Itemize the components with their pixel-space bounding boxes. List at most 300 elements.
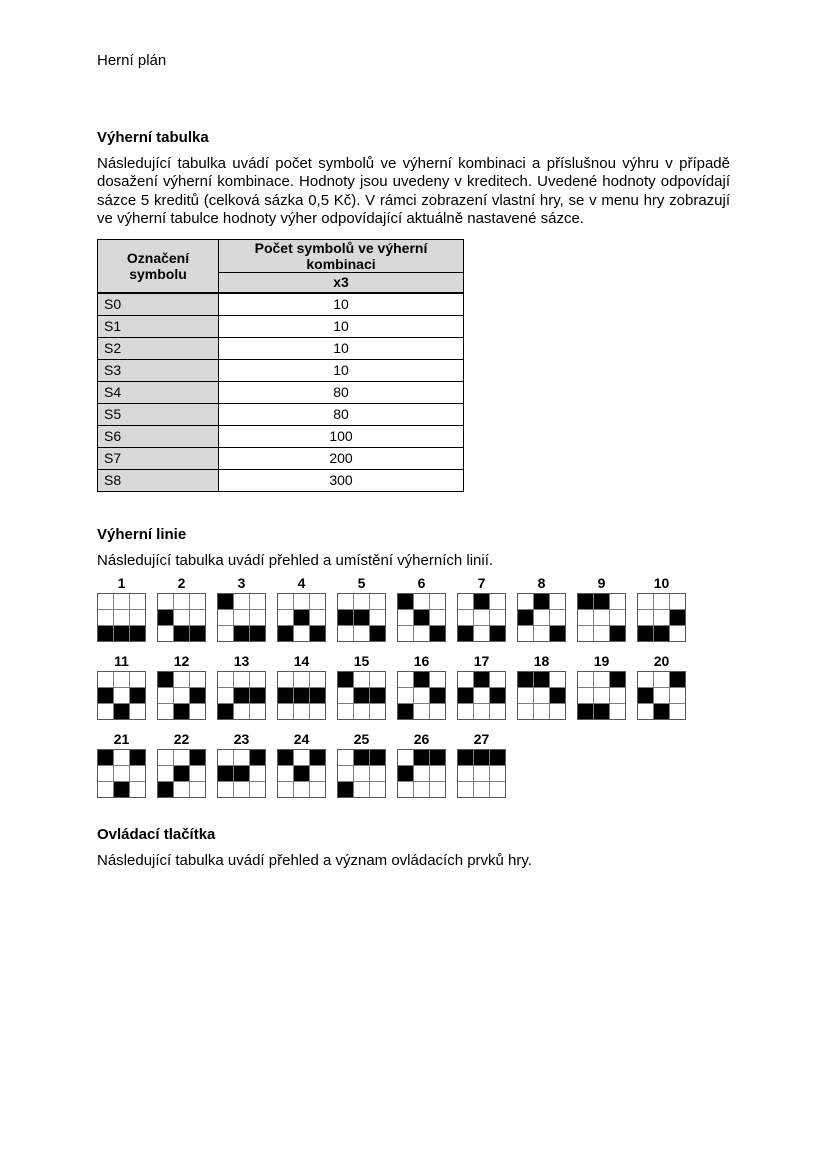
line-cell-empty [338,626,353,641]
line-cell-empty [518,594,533,609]
line-number-label: 5 [357,575,366,592]
winning-line-26 [397,731,446,798]
winning-line-13 [217,653,266,720]
payout-table-col2-header: Počet symbolů ve výherní kombinaci [219,239,464,272]
line-cell-empty [430,594,445,609]
winning-lines-row [97,731,730,798]
payout-table [97,239,464,492]
payout-value-cell: 80 [219,403,464,425]
line-cell-empty [174,594,189,609]
line-cell-empty [310,594,325,609]
line-cell-filled [190,688,205,703]
line-cell-empty [234,672,249,687]
line-number-label: 7 [477,575,486,592]
line-cell-empty [278,704,293,719]
winning-line-4 [277,575,326,642]
line-cell-empty [474,688,489,703]
line-number-label: 9 [597,575,606,592]
line-number-label: 23 [233,731,250,748]
line-pattern-grid [637,593,686,642]
line-cell-empty [638,704,653,719]
line-cell-empty [534,704,549,719]
line-number-label: 26 [413,731,430,748]
line-cell-filled [398,594,413,609]
line-cell-empty [114,610,129,625]
line-cell-empty [278,672,293,687]
line-cell-empty [370,704,385,719]
line-cell-filled [114,626,129,641]
line-cell-filled [430,626,445,641]
line-cell-filled [294,766,309,781]
line-cell-empty [218,782,233,797]
line-cell-filled [250,626,265,641]
line-cell-empty [654,610,669,625]
line-cell-empty [474,782,489,797]
line-pattern-grid [217,749,266,798]
line-cell-empty [490,672,505,687]
line-cell-filled [234,626,249,641]
line-pattern-grid [97,593,146,642]
line-cell-empty [638,594,653,609]
line-cell-filled [130,626,145,641]
line-cell-empty [414,782,429,797]
line-cell-empty [610,610,625,625]
symbol-name-cell: S2 [98,337,219,359]
line-pattern-grid [277,671,326,720]
symbol-name-cell: S8 [98,469,219,491]
line-cell-empty [98,594,113,609]
line-cell-empty [174,688,189,703]
line-cell-empty [278,782,293,797]
payout-table-col2-subheader: x3 [219,272,464,293]
payout-table-row [98,293,464,315]
symbol-name-cell: S1 [98,315,219,337]
winning-line-5 [337,575,386,642]
line-cell-empty [234,750,249,765]
symbol-name-cell: S0 [98,293,219,315]
line-cell-filled [610,626,625,641]
line-cell-filled [654,626,669,641]
line-cell-empty [218,610,233,625]
line-cell-empty [250,610,265,625]
line-cell-empty [610,688,625,703]
line-cell-empty [218,688,233,703]
payout-table-row [98,315,464,337]
line-cell-filled [490,750,505,765]
line-cell-empty [338,688,353,703]
line-cell-empty [430,610,445,625]
line-cell-empty [354,626,369,641]
line-pattern-grid [277,593,326,642]
line-cell-filled [98,750,113,765]
winning-line-6 [397,575,446,642]
line-cell-empty [158,626,173,641]
section-heading-payout-table: Výherní tabulka [97,129,209,146]
payout-value-cell: 10 [219,337,464,359]
line-cell-filled [490,688,505,703]
line-cell-filled [354,610,369,625]
line-pattern-grid [337,671,386,720]
line-pattern-grid [157,671,206,720]
payout-table-header-row [98,239,464,272]
winning-line-2 [157,575,206,642]
line-cell-empty [354,594,369,609]
symbol-name-cell: S7 [98,447,219,469]
winning-line-21 [97,731,146,798]
control-buttons-paragraph: Následující tabulka uvádí přehled a význam ovládacích prvků hry. [97,852,532,870]
line-cell-empty [158,688,173,703]
line-cell-empty [294,626,309,641]
line-cell-filled [278,750,293,765]
line-cell-empty [594,626,609,641]
winning-line-24 [277,731,326,798]
line-cell-empty [474,766,489,781]
line-cell-empty [458,766,473,781]
line-cell-empty [278,610,293,625]
line-cell-empty [338,594,353,609]
line-pattern-grid [577,671,626,720]
payout-value-cell: 300 [219,469,464,491]
line-cell-empty [190,766,205,781]
line-cell-filled [370,688,385,703]
line-cell-empty [130,594,145,609]
line-cell-empty [430,704,445,719]
line-cell-filled [218,594,233,609]
line-cell-filled [430,688,445,703]
winning-line-19 [577,653,626,720]
line-cell-empty [550,594,565,609]
line-cell-filled [490,626,505,641]
winning-lines [97,575,730,798]
line-cell-empty [98,704,113,719]
line-cell-empty [190,704,205,719]
line-cell-empty [430,782,445,797]
winning-line-10 [637,575,686,642]
line-cell-empty [174,782,189,797]
line-cell-empty [414,688,429,703]
line-cell-empty [310,782,325,797]
line-cell-filled [338,672,353,687]
line-number-label: 6 [417,575,426,592]
line-cell-empty [534,626,549,641]
line-cell-empty [294,704,309,719]
line-cell-empty [490,610,505,625]
line-cell-empty [670,688,685,703]
line-cell-empty [474,704,489,719]
line-cell-empty [158,594,173,609]
line-cell-filled [234,688,249,703]
line-pattern-grid [457,593,506,642]
line-cell-empty [190,610,205,625]
line-cell-empty [158,766,173,781]
line-cell-filled [670,672,685,687]
line-cell-empty [458,782,473,797]
line-cell-empty [370,782,385,797]
line-cell-empty [654,672,669,687]
line-cell-empty [158,704,173,719]
line-cell-empty [594,610,609,625]
line-number-label: 25 [353,731,370,748]
line-number-label: 27 [473,731,490,748]
line-cell-empty [174,610,189,625]
line-cell-empty [518,704,533,719]
line-cell-empty [670,704,685,719]
line-number-label: 21 [113,731,130,748]
line-pattern-grid [217,593,266,642]
line-cell-empty [354,672,369,687]
line-cell-empty [98,766,113,781]
line-number-label: 14 [293,653,310,670]
line-cell-empty [490,704,505,719]
line-pattern-grid [517,593,566,642]
line-cell-empty [458,594,473,609]
line-number-label: 1 [117,575,126,592]
line-cell-filled [610,672,625,687]
line-cell-empty [638,672,653,687]
payout-value-cell: 10 [219,359,464,381]
line-cell-empty [158,750,173,765]
line-pattern-grid [97,749,146,798]
line-cell-filled [474,594,489,609]
line-cell-filled [414,672,429,687]
line-cell-empty [234,594,249,609]
line-cell-filled [130,750,145,765]
line-cell-filled [578,594,593,609]
line-cell-filled [370,750,385,765]
line-cell-empty [550,610,565,625]
page-header-title: Herní plán [97,52,167,69]
line-cell-filled [130,688,145,703]
line-cell-filled [98,626,113,641]
line-cell-filled [654,704,669,719]
line-pattern-grid [157,749,206,798]
line-cell-empty [398,688,413,703]
line-cell-empty [130,672,145,687]
line-cell-filled [310,626,325,641]
line-cell-empty [670,626,685,641]
line-cell-empty [310,672,325,687]
line-cell-filled [370,626,385,641]
line-cell-empty [398,626,413,641]
line-cell-filled [474,750,489,765]
line-cell-empty [534,610,549,625]
line-cell-empty [534,688,549,703]
line-cell-filled [414,750,429,765]
payout-table-row [98,469,464,491]
line-cell-empty [98,672,113,687]
line-cell-empty [610,594,625,609]
winning-line-16 [397,653,446,720]
line-cell-empty [250,672,265,687]
line-cell-filled [414,610,429,625]
line-cell-empty [370,594,385,609]
line-cell-empty [458,704,473,719]
section-heading-winning-lines: Výherní linie [97,525,187,543]
symbol-name-cell: S4 [98,381,219,403]
line-cell-empty [518,688,533,703]
line-cell-empty [354,704,369,719]
line-number-label: 12 [173,653,190,670]
line-cell-filled [594,704,609,719]
line-cell-filled [338,782,353,797]
line-cell-empty [474,610,489,625]
line-number-label: 17 [473,653,490,670]
line-pattern-grid [397,593,446,642]
payout-table-row [98,359,464,381]
line-cell-empty [578,610,593,625]
winning-line-11 [97,653,146,720]
winning-line-8 [517,575,566,642]
line-cell-empty [218,750,233,765]
line-pattern-grid [277,749,326,798]
winning-line-15 [337,653,386,720]
line-cell-filled [518,672,533,687]
winning-lines-paragraph: Následující tabulka uvádí přehled a umístění výherních linií. [97,551,494,569]
line-cell-empty [578,688,593,703]
line-cell-empty [114,750,129,765]
line-cell-filled [534,672,549,687]
line-cell-empty [370,766,385,781]
section-heading-control-buttons: Ovládací tlačítka [97,826,216,844]
line-cell-empty [278,594,293,609]
line-cell-empty [294,750,309,765]
line-number-label: 2 [177,575,186,592]
line-cell-filled [294,688,309,703]
line-number-label: 15 [353,653,370,670]
line-cell-filled [310,688,325,703]
line-pattern-grid [577,593,626,642]
line-cell-empty [654,688,669,703]
line-cell-filled [174,704,189,719]
line-pattern-grid [397,671,446,720]
line-cell-empty [130,782,145,797]
payout-table-row [98,337,464,359]
line-cell-filled [114,782,129,797]
line-cell-empty [234,782,249,797]
payout-value-cell: 200 [219,447,464,469]
winning-line-25 [337,731,386,798]
line-pattern-grid [457,749,506,798]
payout-table-row [98,447,464,469]
payout-table-row [98,425,464,447]
line-cell-filled [250,688,265,703]
line-cell-empty [430,766,445,781]
payout-table-row [98,403,464,425]
line-cell-empty [414,594,429,609]
line-cell-filled [278,688,293,703]
line-cell-empty [310,610,325,625]
line-cell-empty [250,782,265,797]
line-cell-filled [398,704,413,719]
line-pattern-grid [337,593,386,642]
line-cell-empty [190,672,205,687]
line-cell-empty [458,610,473,625]
line-cell-empty [234,610,249,625]
line-cell-empty [310,766,325,781]
line-cell-filled [294,610,309,625]
line-cell-empty [190,594,205,609]
line-cell-filled [234,766,249,781]
line-cell-empty [174,672,189,687]
line-cell-empty [354,766,369,781]
line-cell-empty [414,626,429,641]
line-pattern-grid [397,749,446,798]
line-cell-empty [638,610,653,625]
line-cell-filled [638,626,653,641]
line-number-label: 4 [297,575,306,592]
line-pattern-grid [637,671,686,720]
line-cell-filled [218,704,233,719]
line-cell-empty [490,766,505,781]
line-cell-empty [294,594,309,609]
line-cell-filled [670,610,685,625]
line-cell-empty [610,704,625,719]
line-cell-filled [458,626,473,641]
line-cell-filled [578,704,593,719]
payout-table-row [98,381,464,403]
symbol-name-cell: S3 [98,359,219,381]
line-cell-filled [550,626,565,641]
line-cell-empty [354,782,369,797]
winning-line-3 [217,575,266,642]
line-cell-filled [398,766,413,781]
line-cell-empty [550,672,565,687]
line-cell-filled [310,750,325,765]
line-cell-empty [130,704,145,719]
line-cell-empty [474,626,489,641]
line-number-label: 22 [173,731,190,748]
winning-line-14 [277,653,326,720]
payout-value-cell: 80 [219,381,464,403]
line-cell-empty [294,782,309,797]
line-cell-filled [338,610,353,625]
winning-line-23 [217,731,266,798]
line-number-label: 3 [237,575,246,592]
line-cell-empty [398,782,413,797]
line-number-label: 24 [293,731,310,748]
payout-value-cell: 10 [219,315,464,337]
line-number-label: 18 [533,653,550,670]
line-cell-empty [338,766,353,781]
line-cell-empty [190,782,205,797]
line-cell-filled [190,750,205,765]
line-cell-empty [414,766,429,781]
winning-line-27 [457,731,506,798]
line-cell-filled [534,594,549,609]
line-cell-filled [218,766,233,781]
line-cell-filled [174,626,189,641]
winning-line-22 [157,731,206,798]
line-cell-empty [174,750,189,765]
line-cell-empty [130,766,145,781]
line-number-label: 20 [653,653,670,670]
line-cell-empty [294,672,309,687]
line-pattern-grid [97,671,146,720]
symbol-name-cell: S6 [98,425,219,447]
payout-value-cell: 10 [219,293,464,315]
line-cell-empty [218,626,233,641]
line-cell-empty [670,594,685,609]
line-number-label: 11 [114,653,129,670]
line-cell-empty [98,610,113,625]
winning-line-17 [457,653,506,720]
winning-line-9 [577,575,626,642]
line-cell-empty [130,610,145,625]
line-cell-empty [114,672,129,687]
payout-table-col1-header: Označení symbolu [98,239,219,293]
line-cell-empty [578,672,593,687]
line-cell-empty [550,704,565,719]
